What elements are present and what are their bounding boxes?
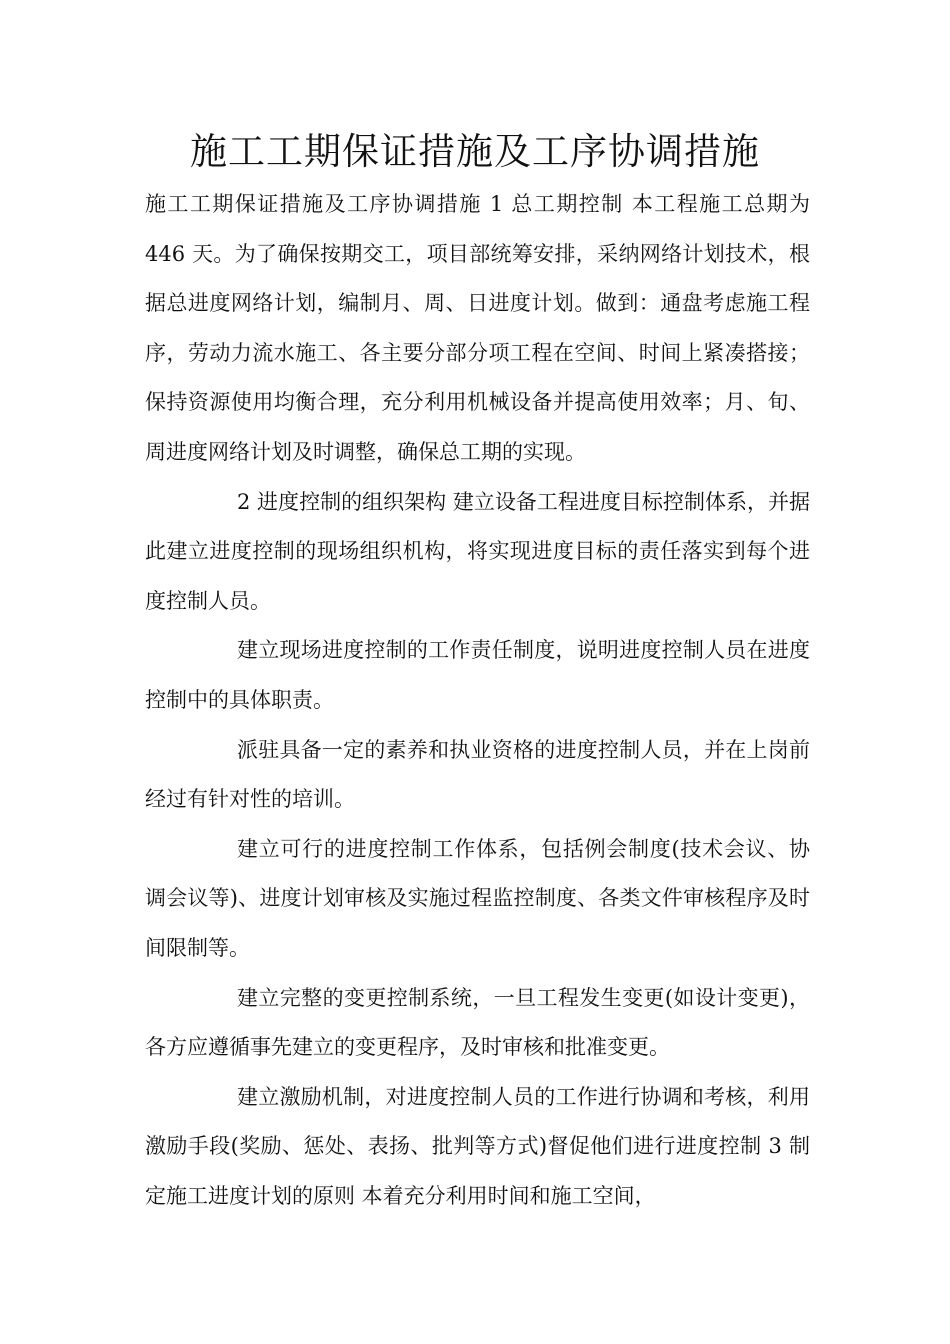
document-title: 施工工期保证措施及工序协调措施	[190, 130, 760, 173]
document-body	[145, 180, 810, 1221]
paragraph-organization: 2 进度控制的组织架构 建立设备工程进度目标控制体系，并据此建立进度控制的现场组织机构，将实现进度目标的责任落实到每个进度控制人员。	[145, 489, 810, 613]
paragraph-incentive: 建立激励机制，对进度控制人员的工作进行协调和考核，利用激励手段(奖励、惩处、表扬、批判等方式)督促他们进行进度控制 3 制定施工进度计划的原则 本着充分利用时间和施工空间，	[145, 1084, 810, 1208]
paragraph-responsibility: 建立现场进度控制的工作责任制度，说明进度控制人员在进度控制中的具体职责。	[145, 638, 810, 712]
paragraph-work-system: 建立可行的进度控制工作体系，包括例会制度(技术会议、协调会议等)、进度计划审核及实施过程监控制度、各类文件审核程序及时间限制等。	[145, 836, 810, 960]
paragraph-change-control: 建立完整的变更控制系统，一旦工程发生变更(如设计变更)，各方应遵循事先建立的变更程序，及时审核和批准变更。	[145, 985, 810, 1060]
paragraph-staffing: 派驻具备一定的素养和执业资格的进度控制人员，并在上岗前经过有针对性的培训。	[145, 737, 810, 812]
paragraph-intro: 施工工期保证措施及工序协调措施 1 总工期控制 本工程施工总期为 446 天。为了确保按期交工，项目部统筹安排，采纳网络计划技术，根据总进度网络计划，编制月、周、日进度计划。做到：通盘考虑施工程序，劳动力流水施工、各主要分部分项工程在空间、时间上紧凑搭接；保持资源使用均衡合理，充分利用机械设备并提高使用效率；月、旬、周进度网络计划及时调整，确保总工期的实现。	[145, 192, 810, 464]
